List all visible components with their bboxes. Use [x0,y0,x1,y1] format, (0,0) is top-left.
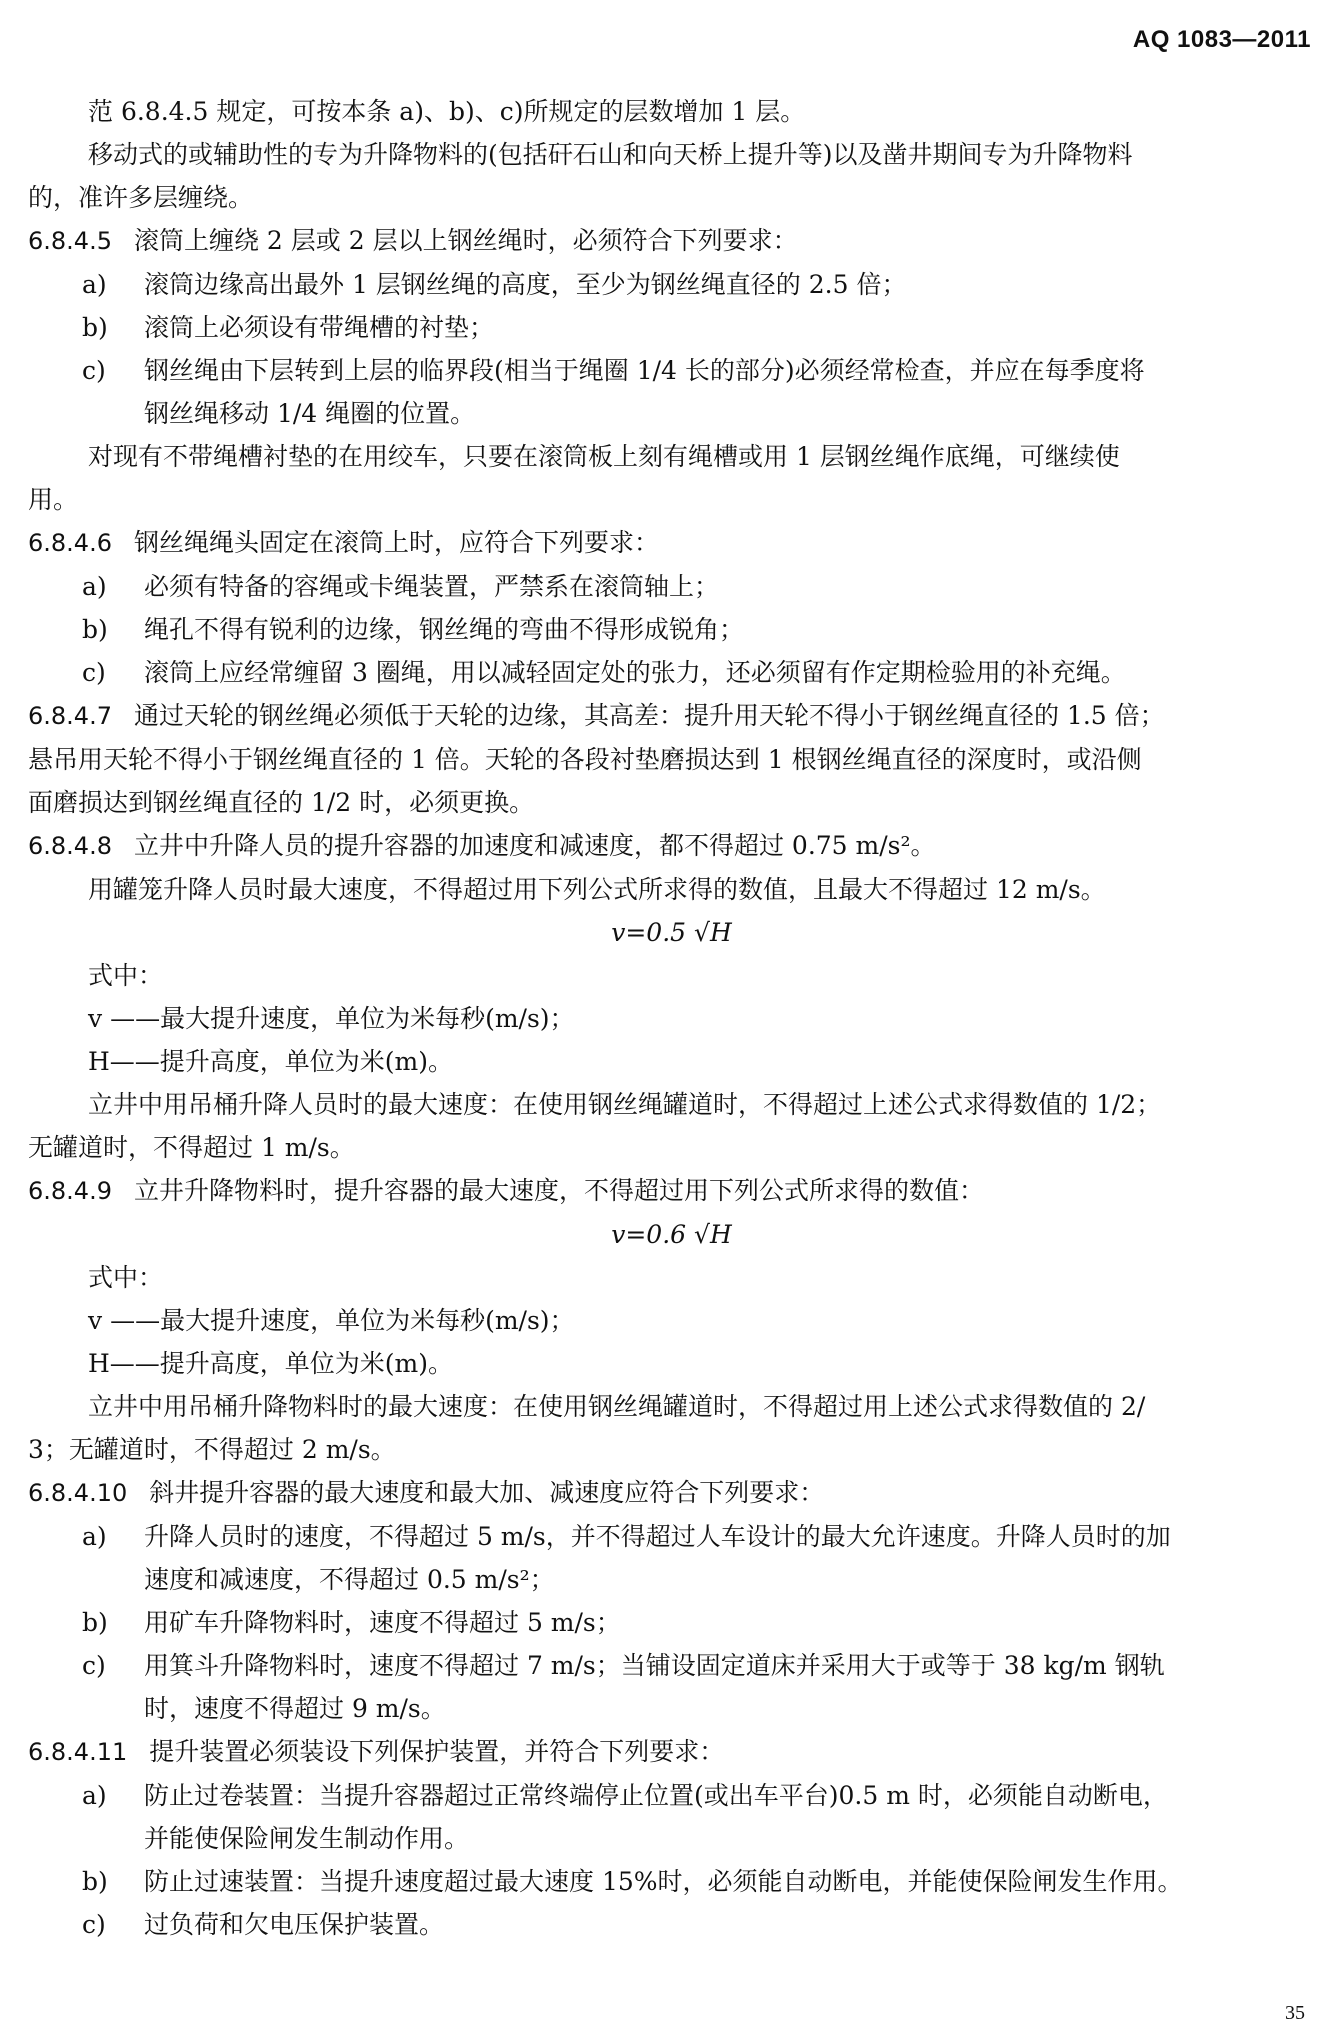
clause-number: 6.8.4.11 [28,1738,128,1766]
list-label: c) [82,1651,106,1680]
list-item-continuation: 时，速度不得超过 9 m/s。 [144,1694,446,1723]
paragraph-line: 用。 [28,485,79,514]
list-text: 防止过卷装置：当提升容器超过正常终端停止位置(或出车平台)0.5 m 时，必须能自动断电， [144,1781,1168,1810]
list-label: b) [82,1608,108,1637]
list-text: 过负荷和欠电压保护装置。 [144,1910,445,1939]
list-item [28,1774,1315,1817]
document-header: AQ 1083—2011 [1132,26,1311,53]
clause-6-8-4-10 [28,1471,1315,1515]
list-item [28,263,1315,306]
clause-number: 6.8.4.8 [28,832,112,860]
clause-number: 6.8.4.9 [28,1177,112,1205]
paragraph-line: 移动式的或辅助性的专为升降物料的(包括矸石山和向天桥上提升等)以及凿井期间专为升降物料 [88,140,1133,169]
list-text: 滚筒边缘高出最外 1 层钢丝绳的高度，至少为钢丝绳直径的 2.5 倍； [144,270,907,299]
clause-text: 立井升降物料时，提升容器的最大速度，不得超过用下列公式所求得的数值： [133,1176,984,1205]
clause-text: 斜井提升容器的最大速度和最大加、减速度应符合下列要求： [149,1478,825,1507]
clause-6-8-4-6 [28,521,1315,565]
clause-number: 6.8.4.7 [28,702,112,730]
list-text: 滚筒上应经常缠留 3 圈绳，用以减轻固定处的张力，还必须留有作定期检验用的补充绳。 [144,658,1126,687]
list-text: 滚筒上必须设有带绳槽的衬垫； [144,313,495,342]
list-item [28,349,1315,392]
paragraph-line: 的，准许多层缠绕。 [28,183,254,212]
list-item [28,1644,1315,1687]
list-item-continuation: 速度和减速度，不得超过 0.5 m/s²； [144,1565,555,1594]
paragraph-line: 面磨损达到钢丝绳直径的 1/2 时，必须更换。 [28,788,535,817]
list-label: c) [82,1910,106,1939]
clause-text: 立井中升降人员的提升容器的加速度和减速度，都不得超过 0.75 m/s²。 [133,831,936,860]
list-item [28,565,1315,608]
list-text: 必须有特备的容绳或卡绳装置，严禁系在滚筒轴上； [144,572,720,601]
list-item [28,1903,1315,1946]
clause-text: 通过天轮的钢丝绳必须低于天轮的边缘，其高差：提升用天轮不得小于钢丝绳直径的 1.5 倍； [133,701,1165,730]
page-number: 35 [1285,2002,1305,2024]
list-label: b) [82,615,108,644]
list-item [28,306,1315,349]
clause-6-8-4-7 [28,694,1315,738]
document-body [28,90,1315,1946]
list-text: 用箕斗升降物料时，速度不得超过 7 m/s；当铺设固定道床并采用大于或等于 38 kg/m 钢轨 [144,1651,1165,1680]
variable-definition: H——提升高度，单位为米(m)。 [88,1047,454,1076]
list-label: c) [82,658,106,687]
list-label: b) [82,1867,108,1896]
clause-6-8-4-5 [28,219,1315,263]
list-text: 绳孔不得有锐利的边缘，钢丝绳的弯曲不得形成锐角； [144,615,745,644]
list-label: b) [82,313,108,342]
paragraph-line: 立井中用吊桶升降物料时的最大速度：在使用钢丝绳罐道时，不得超过用上述公式求得数值的 2/ [88,1392,1146,1421]
clause-number: 6.8.4.6 [28,529,112,557]
list-text: 升降人员时的速度，不得超过 5 m/s，并不得超过人车设计的最大允许速度。升降人员时的加 [144,1522,1171,1551]
paragraph-line: 对现有不带绳槽衬垫的在用绞车，只要在滚筒板上刻有绳槽或用 1 层钢丝绳作底绳，可继续使 [88,442,1120,471]
list-item-continuation: 钢丝绳移动 1/4 绳圈的位置。 [144,399,476,428]
paragraph-line: 3；无罐道时，不得超过 2 m/s。 [28,1435,396,1464]
list-label: a) [82,572,107,601]
variable-definition: v ——最大提升速度，单位为米每秒(m/s)； [88,1306,575,1335]
paragraph-line: 立井中用吊桶升降人员时的最大速度：在使用钢丝绳罐道时，不得超过上述公式求得数值的 1/2； [88,1090,1162,1119]
list-item [28,608,1315,651]
clause-text: 钢丝绳绳头固定在滚筒上时，应符合下列要求： [133,528,659,557]
formula: v=0.6 √H [611,1220,732,1249]
paragraph-line: 无罐道时，不得超过 1 m/s。 [28,1133,355,1162]
list-text: 用矿车升降物料时，速度不得超过 5 m/s； [144,1608,621,1637]
clause-6-8-4-9 [28,1169,1315,1213]
clause-6-8-4-11 [28,1730,1315,1774]
list-label: a) [82,270,107,299]
variable-definition: H——提升高度，单位为米(m)。 [88,1349,454,1378]
clause-text: 提升装置必须装设下列保护装置，并符合下列要求： [149,1737,725,1766]
list-label: a) [82,1781,107,1810]
where-label: 式中： [88,961,164,990]
list-item [28,651,1315,694]
list-item [28,1601,1315,1644]
clause-6-8-4-8 [28,824,1315,868]
clause-number: 6.8.4.10 [28,1479,128,1507]
list-item [28,1860,1315,1903]
clause-number: 6.8.4.5 [28,227,112,255]
formula: v=0.5 √H [611,918,732,947]
list-label: a) [82,1522,107,1551]
list-label: c) [82,356,106,385]
paragraph-line: 范 6.8.4.5 规定，可按本条 a)、b)、c)所规定的层数增加 1 层。 [88,97,806,126]
clause-text: 滚筒上缠绕 2 层或 2 层以上钢丝绳时，必须符合下列要求： [133,226,798,255]
list-text: 钢丝绳由下层转到上层的临界段(相当于绳圈 1/4 长的部分)必须经常检查，并应在每季度将 [144,356,1145,385]
paragraph-line: 用罐笼升降人员时最大速度，不得超过用下列公式所求得的数值，且最大不得超过 12 m/s。 [88,875,1106,904]
paragraph-line: 悬吊用天轮不得小于钢丝绳直径的 1 倍。天轮的各段衬垫磨损达到 1 根钢丝绳直径的深度时，或沿侧 [28,745,1142,774]
where-label: 式中： [88,1263,164,1292]
variable-definition: v ——最大提升速度，单位为米每秒(m/s)； [88,1004,575,1033]
list-item [28,1515,1315,1558]
list-text: 防止过速装置：当提升速度超过最大速度 15%时，必须能自动断电，并能使保险闸发生作用。 [144,1867,1183,1896]
list-item-continuation: 并能使保险闸发生制动作用。 [144,1824,470,1853]
